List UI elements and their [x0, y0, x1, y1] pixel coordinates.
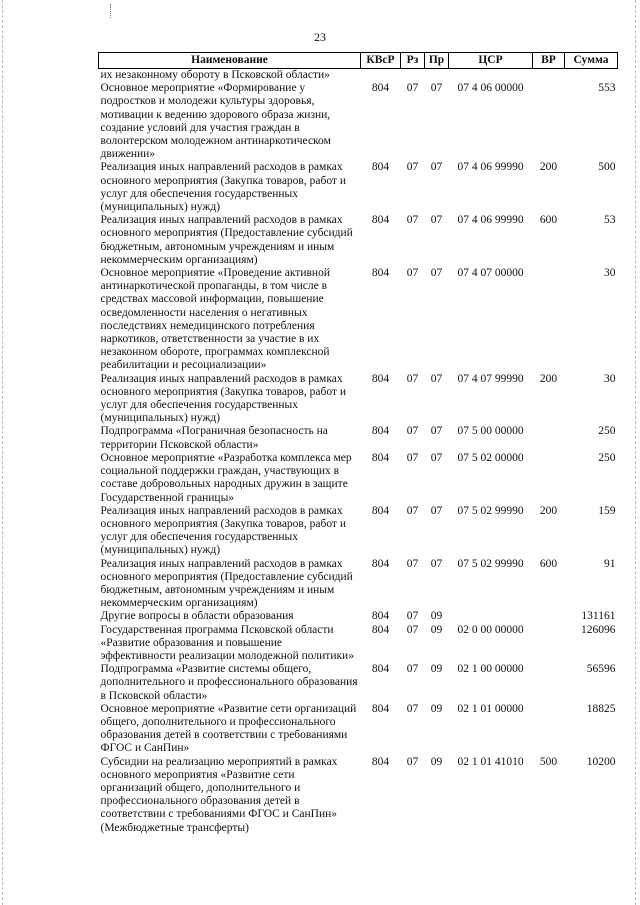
row-name: Основное мероприятие «Разработка комплекса мер социальной поддержки граждан, участвующих в составе добровольных народных дружин в защите Государственной границы»: [100, 451, 352, 504]
row-kvsr: 804: [371, 451, 390, 464]
row-name: Государственная программа Псковской области «Развитие образования и повышение эффективности реализации молодежной политики»: [100, 623, 354, 662]
row-sum: 250: [598, 425, 616, 438]
row-csr: 02 1 00 00000: [457, 663, 524, 676]
row-rz: 07: [406, 755, 419, 768]
row-csr: 07 5 02 00000: [457, 451, 524, 464]
row-vr: [533, 624, 565, 664]
row-csr: 07 5 02 99990: [457, 557, 524, 570]
row-kvsr: 804: [371, 372, 390, 385]
table-row: [99, 425, 618, 451]
row-name: Реализация иных направлений расходов в рамках основного мероприятия (Предоставление субсидий бюджетным, автономным учреждениям и иным некоммерческим организациям): [100, 214, 353, 266]
row-pr: 07: [430, 425, 443, 438]
table-row: [99, 558, 618, 611]
row-vr: 500: [539, 755, 558, 768]
row-rz: 07: [406, 702, 419, 715]
row-kvsr: [361, 69, 401, 83]
row-sum: 159: [598, 504, 616, 517]
row-csr: 07 5 02 99990: [457, 504, 524, 517]
table-row: [99, 756, 618, 835]
row-sum: 30: [604, 372, 616, 385]
row-name: Реализация иных направлений расходов в рамках основного мероприятия (Закупка товаров, работ и услуг для обеспечения государственных (муниципальных) нужд): [100, 372, 346, 425]
row-vr: 200: [539, 161, 558, 174]
row-pr: 09: [430, 702, 443, 715]
table-row: [99, 69, 618, 83]
header-name: Наименование: [99, 53, 361, 69]
row-name: Другие вопросы в области образования: [100, 610, 294, 623]
row-vr: [533, 267, 565, 373]
row-pr: 07: [430, 161, 443, 174]
row-kvsr: 804: [371, 623, 390, 636]
table-row: [99, 624, 618, 664]
row-kvsr: 804: [371, 702, 390, 715]
row-name: Основное мероприятие «Развитие сети организаций общего, дополнительного и профессионального образования детей в соответствии с требованиями ФГОС и СанПин»: [100, 702, 357, 755]
row-vr: [533, 703, 565, 756]
row-pr: 07: [430, 214, 443, 227]
row-name: Подпрограмма «Пограничная безопасность на территории Псковской области»: [100, 425, 328, 451]
row-kvsr: 804: [371, 267, 390, 280]
table-row: [99, 703, 618, 756]
row-sum: 500: [598, 161, 616, 174]
row-vr: [533, 69, 565, 83]
row-rz: [401, 69, 425, 83]
row-csr: 07 4 06 99990: [457, 161, 524, 174]
row-csr: [449, 610, 533, 623]
row-sum: 131161: [581, 610, 616, 623]
margin-mark: [110, 4, 113, 18]
row-pr: 07: [430, 504, 443, 517]
row-kvsr: 804: [371, 504, 390, 517]
row-vr: [533, 610, 565, 623]
row-pr: 07: [430, 451, 443, 464]
row-rz: 07: [406, 372, 419, 385]
row-rz: 07: [406, 161, 419, 174]
row-name: Основное мероприятие «Формирование у подростков и молодежи культуры здоровья, мотивации к ведению здорового образа жизни, создание условий для участия граждан в волонтерском молодежном антинаркотическом движении»: [100, 82, 331, 161]
row-name: Основное мероприятие «Проведение активной антинаркотической пропаганды, в том числе в средствах массовой информации, повышение осведомленности населения о негативных последствиях немедицинского потребления наркотиков, ответственности за участие в их незаконном обороте, программах комплексной реабилитации и ресоциализации»: [100, 267, 330, 372]
table-row: [99, 267, 618, 373]
row-vr: [533, 663, 565, 703]
row-name: Реализация иных направлений расходов в рамках основного мероприятия (Предоставление субсидий бюджетным, автономным учреждениям и иным некоммерческим организациям): [100, 557, 353, 610]
budget-table: [98, 52, 618, 835]
row-name: Реализация иных направлений расходов в рамках основного мероприятия (Закупка товаров, работ и услуг для обеспечения государственных (муниципальных) нужд): [100, 504, 346, 557]
table-header-row: [99, 53, 618, 69]
table-row: [99, 663, 618, 703]
row-kvsr: 804: [371, 161, 390, 174]
table-body: [99, 69, 618, 835]
row-kvsr: 804: [371, 214, 390, 227]
row-sum: 553: [598, 82, 616, 95]
row-pr: 07: [430, 372, 443, 385]
row-csr: 07 4 07 99990: [457, 372, 524, 385]
row-name: Подпрограмма «Развитие системы общего, дополнительного и профессионального образования в Псковской области»: [100, 663, 358, 702]
row-csr: 07 4 06 99990: [457, 214, 524, 227]
row-kvsr: 804: [371, 663, 390, 676]
scan-edge-left: [2, 0, 4, 905]
page-number: 23: [314, 30, 326, 44]
row-kvsr: 804: [371, 557, 390, 570]
row-vr: [533, 82, 565, 161]
row-pr: 09: [430, 663, 443, 676]
row-sum: 250: [598, 451, 616, 464]
row-kvsr: 804: [371, 425, 390, 438]
row-rz: 07: [406, 623, 419, 636]
table-row: [99, 214, 618, 267]
row-rz: 07: [406, 214, 419, 227]
row-vr: 600: [539, 214, 558, 227]
row-csr: 07 4 06 00000: [457, 82, 524, 95]
row-name: их незаконному обороту в Псковской области»: [100, 69, 330, 81]
row-sum: [565, 69, 618, 83]
row-rz: 07: [406, 451, 419, 464]
row-kvsr: 804: [371, 82, 390, 95]
row-sum: 126096: [581, 623, 616, 636]
row-kvsr: 804: [371, 755, 390, 768]
row-name: Реализация иных направлений расходов в рамках основного мероприятия (Закупка товаров, работ и услуг для обеспечения государственных (муниципальных) нужд): [100, 161, 346, 214]
row-csr: 02 0 00 00000: [457, 623, 524, 636]
table-row: [99, 505, 618, 558]
row-csr: 07 5 00 00000: [457, 425, 524, 438]
row-sum: 10200: [586, 755, 616, 768]
row-rz: 07: [406, 504, 419, 517]
row-vr: 200: [539, 504, 558, 517]
row-pr: 07: [430, 82, 443, 95]
row-csr: 07 4 07 00000: [457, 267, 524, 280]
row-rz: 07: [406, 663, 419, 676]
row-pr: 09: [430, 623, 443, 636]
row-vr: 200: [539, 372, 558, 385]
row-csr: 02 1 01 41010: [457, 755, 524, 768]
row-rz: 07: [406, 557, 419, 570]
header-sum: Сумма: [565, 53, 618, 69]
header-kvsr: КВсР: [361, 53, 401, 69]
row-name: Субсидии на реализацию мероприятий в рамках основного мероприятия «Развитие сети организаций общего, дополнительного и профессионального образования детей в соответствии с требованиями ФГОС и СанПин» (Межбюджетные трансферты): [100, 755, 338, 834]
row-sum: 18825: [586, 702, 616, 715]
row-sum: 56596: [586, 663, 616, 676]
row-pr: 09: [430, 755, 443, 768]
header-csr: ЦСР: [449, 53, 533, 69]
row-rz: 07: [406, 82, 419, 95]
row-csr: [449, 69, 533, 83]
header-pr: Пр: [425, 53, 449, 69]
header-rz: Рз: [401, 53, 425, 69]
header-vr: ВР: [533, 53, 565, 69]
row-rz: 07: [406, 267, 419, 280]
table-row: [99, 610, 618, 623]
row-pr: 09: [430, 610, 443, 623]
row-sum: 91: [604, 557, 616, 570]
row-vr: 600: [539, 557, 558, 570]
row-vr: [533, 452, 565, 505]
row-sum: 30: [604, 267, 616, 280]
table-row: [99, 82, 618, 161]
table-row: [99, 161, 618, 214]
row-csr: 02 1 01 00000: [457, 702, 524, 715]
row-kvsr: 804: [371, 610, 390, 623]
row-pr: 07: [430, 557, 443, 570]
row-sum: 53: [604, 214, 616, 227]
table-row: [99, 373, 618, 426]
row-pr: [425, 69, 449, 83]
row-rz: 07: [406, 610, 419, 623]
row-pr: 07: [430, 267, 443, 280]
row-rz: 07: [406, 425, 419, 438]
row-vr: [533, 425, 565, 451]
scan-edge-right: [635, 0, 637, 905]
table-row: [99, 452, 618, 505]
